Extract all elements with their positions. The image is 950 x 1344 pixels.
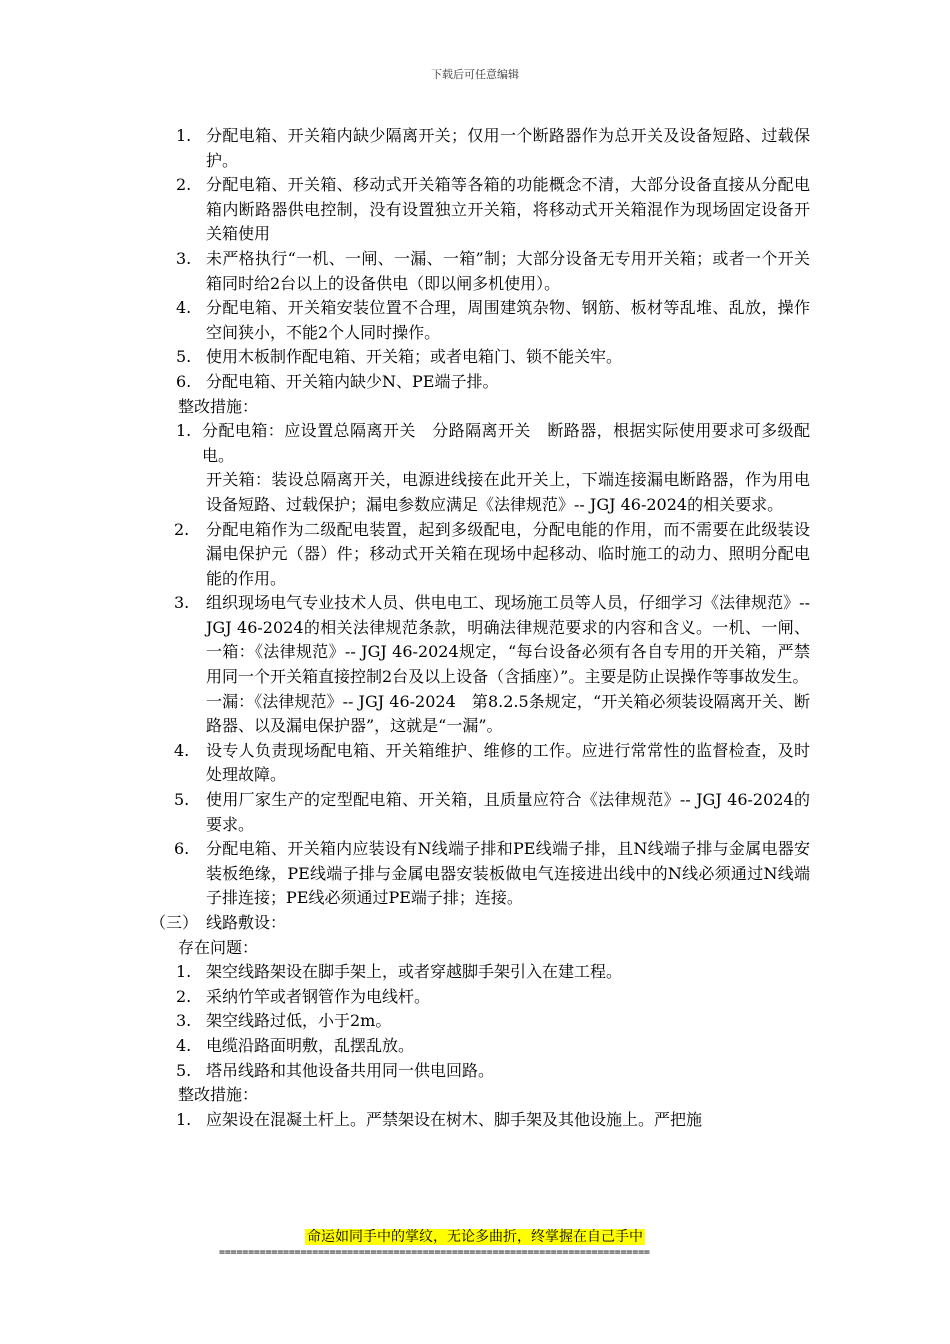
list-item-continuation: 开关箱：装设总隔离开关，电源进线接在此开关上，下端连接漏电断路器，作为用电设备短路、过载保护；漏电参数应满足《法律规范》-- JGJ 46-2024的相关要求。 bbox=[206, 470, 810, 514]
problems-label: 存在问题： bbox=[178, 937, 259, 957]
list-item: 2. 采纳竹竿或者钢管作为电线杆。 bbox=[176, 986, 431, 1006]
page-header: 下载后可任意编辑 bbox=[431, 68, 519, 81]
list-item: 2. 分配电箱作为二级配电装置，起到多级配电，分配电能的作用，而不需要在此级装设漏电保护元（器）件；移动式开关箱在现场中起移动、临时施工的动力、照明分配电能的作用。 bbox=[174, 519, 810, 588]
list-item: 3. 组织现场电气专业技术人员、供电电工、现场施工员等人员，仔细学习《法律规范》-- JGJ 46-2024的相关法律规范条款，明确法律规范要求的内容和含义。一机、一闸、一箱：《法律规范》-- JGJ 46-2024规定，“每台设备必须有各自专用的开关箱，严禁用同一个开关箱直接控制2台及以上设备（含插座）”。主要是防止误操作等事故发生。 bbox=[174, 593, 810, 687]
list-item: 1. 应架设在混凝土杆上。严禁架设在树木、脚手架及其他设施上。严把施 bbox=[176, 1109, 703, 1129]
list-item: 3. 架空线路过低，小于2m。 bbox=[176, 1011, 392, 1031]
list-item-continuation: 一漏：《法律规范》-- JGJ 46-2024 第8.2.5条规定，“开关箱必须装设隔离开关、断路器、以及漏电保护器”，这就是“一漏”。 bbox=[206, 691, 810, 736]
list-item: 4. 分配电箱、开关箱安装位置不合理，周围建筑杂物、钢筋、板材等乱堆、乱放，操作空间狭小，不能2个人同时操作。 bbox=[176, 298, 810, 342]
list-item: 3. 未严格执行“一机、一闸、一漏、一箱”制；大部分设备无专用开关箱；或者一个开关箱同时给2台以上的设备供电（即以闸多机使用）。 bbox=[176, 248, 810, 293]
list-item: 1. 分配电箱：应设置总隔离开关 分路隔离开关 断路器，根据实际使用要求可多级配电。 bbox=[176, 421, 810, 465]
list-item: 1. 架空线路架设在脚手架上，或者穿越脚手架引入在建工程。 bbox=[176, 962, 623, 982]
list-item: 5. 使用木板制作配电箱、开关箱；或者电箱门、锁不能关牢。 bbox=[176, 347, 623, 367]
list-item: 6. 分配电箱、开关箱内应装设有N线端子排和PE线端子排，且N线端子排与金属电器安装板绝缘，PE线端子排与金属电器安装板做电气连接进出线中的N线必须通过N线端子排连接；PE线必须通过PE端子排；连接。 bbox=[174, 839, 810, 908]
list-item: 1. 分配电箱、开关箱内缺少隔离开关；仅用一个断路器作为总开关及设备短路、过载保护。 bbox=[176, 126, 810, 170]
measure-list bbox=[150, 419, 810, 911]
footer-motto bbox=[0, 1226, 950, 1246]
list-item: 2. 分配电箱、开关箱、移动式开关箱等各箱的功能概念不清，大部分设备直接从分配电箱内断路器供电控制，没有设置独立开关箱，将移动式开关箱混作为现场固定设备开关箱使用 bbox=[176, 175, 810, 244]
list-item: 4. 电缆沿路面明敷，乱摆乱放。 bbox=[176, 1035, 415, 1055]
line-problem-list bbox=[150, 960, 810, 1083]
problem-list bbox=[150, 124, 810, 395]
section-title: （三） 线路敷设： bbox=[150, 913, 287, 932]
document-body bbox=[150, 124, 810, 1132]
measures-label: 整改措施： bbox=[178, 396, 259, 416]
list-item: 5. 塔吊线路和其他设备共用同一供电回路。 bbox=[176, 1060, 495, 1080]
footer-text: 命运如同手中的掌纹，无论多曲折，终掌握在自己手中 bbox=[307, 1229, 643, 1245]
list-item: 5. 使用厂家生产的定型配电箱、开关箱，且质量应符合《法律规范》-- JGJ 46-2024的要求。 bbox=[174, 790, 810, 834]
list-item: 6. 分配电箱、开关箱内缺少N、PE端子排。 bbox=[176, 371, 499, 391]
list-item: 4. 设专人负责现场配电箱、开关箱维护、维修的工作。应进行常常性的监督检查，及时处理故障。 bbox=[174, 740, 810, 785]
line-measure-list bbox=[150, 1108, 810, 1133]
footer-rule: ========================================================================== bbox=[219, 1247, 650, 1258]
measures-label-2: 整改措施： bbox=[178, 1085, 259, 1105]
